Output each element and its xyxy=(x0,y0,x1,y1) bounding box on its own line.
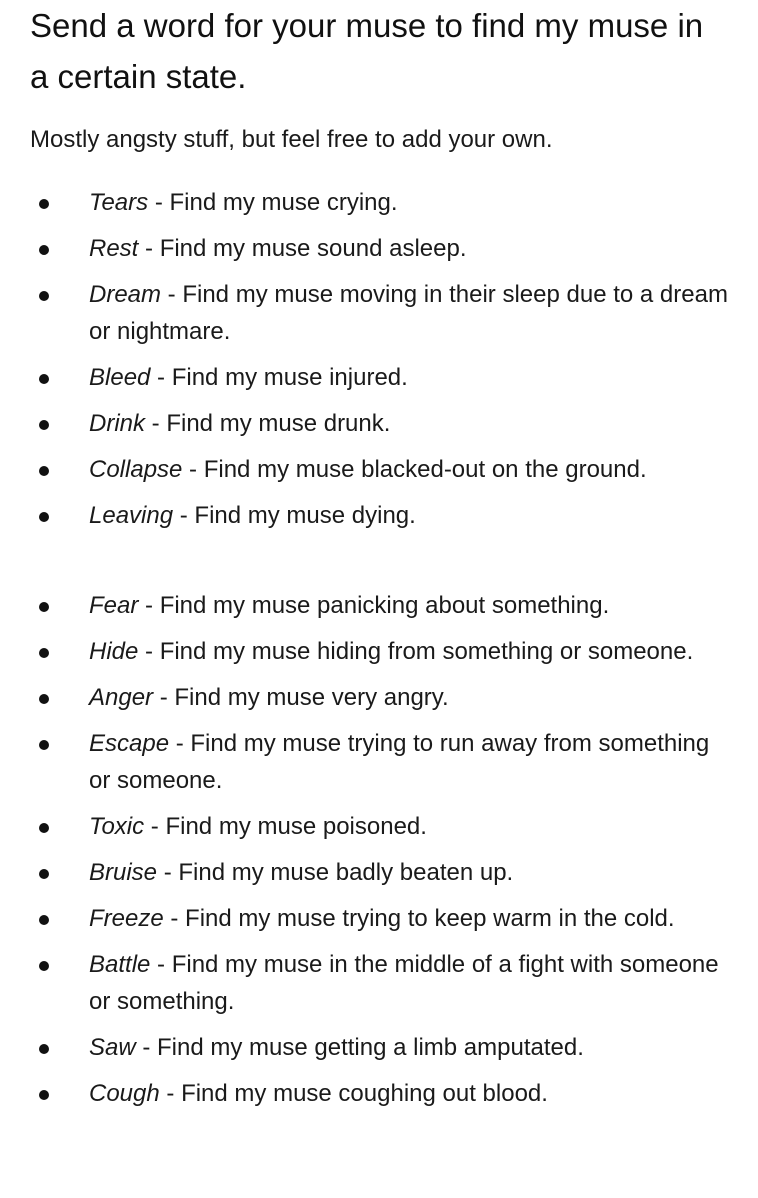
prompt-word: Leaving xyxy=(89,502,174,529)
list-item xyxy=(0,900,758,937)
prompt-word: Drink xyxy=(89,410,146,437)
list-item xyxy=(0,497,758,534)
prompt-word: Battle xyxy=(89,951,151,978)
prompt-description: - Find my muse in the middle of a fight with someone or something. xyxy=(89,951,719,1015)
prompt-description: - Find my muse badly beaten up. xyxy=(157,859,514,886)
list-item xyxy=(0,359,758,396)
prompt-word: Dream xyxy=(89,281,162,308)
bullet-icon xyxy=(39,915,49,925)
prompt-description: - Find my muse dying. xyxy=(173,502,416,529)
bullet-icon xyxy=(39,466,49,476)
bullet-icon xyxy=(39,961,49,971)
prompt-word: Fear xyxy=(89,592,139,619)
prompt-word: Hide xyxy=(89,638,139,665)
list-item xyxy=(0,1075,758,1112)
prompt-word: Escape xyxy=(89,730,170,757)
bullet-icon xyxy=(39,199,49,209)
prompt-word: Rest xyxy=(89,235,139,262)
list-item xyxy=(0,808,758,845)
prompt-word: Collapse xyxy=(89,456,183,483)
post-title: Send a word for your muse to find my muse in a certain state. xyxy=(30,7,704,95)
prompt-description: - Find my muse poisoned. xyxy=(144,813,427,840)
prompt-list-part-1 xyxy=(0,184,758,543)
bullet-icon xyxy=(39,602,49,612)
prompt-word: Bleed xyxy=(89,364,151,391)
bullet-icon xyxy=(39,291,49,301)
list-item xyxy=(0,1029,758,1066)
prompt-description: - Find my muse sound asleep. xyxy=(138,235,467,262)
prompt-list-part-2 xyxy=(0,587,758,1121)
list-item xyxy=(0,854,758,891)
prompt-word: Bruise xyxy=(89,859,158,886)
list-item xyxy=(0,725,758,799)
bullet-icon xyxy=(39,245,49,255)
list-item xyxy=(0,230,758,267)
prompt-word: Anger xyxy=(89,684,154,711)
prompt-word: Tears xyxy=(89,189,149,216)
bullet-icon xyxy=(39,374,49,384)
prompt-word: Toxic xyxy=(89,813,145,840)
bullet-icon xyxy=(39,420,49,430)
prompt-description: - Find my muse getting a limb amputated. xyxy=(135,1034,584,1061)
list-item xyxy=(0,276,758,350)
list-item xyxy=(0,405,758,442)
prompt-description: - Find my muse hiding from something or someone. xyxy=(138,638,694,665)
bullet-icon xyxy=(39,823,49,833)
prompt-description: - Find my muse moving in their sleep due to a dream or nightmare. xyxy=(89,281,728,345)
prompt-description: - Find my muse coughing out blood. xyxy=(159,1080,548,1107)
prompt-description: - Find my muse blacked-out on the ground. xyxy=(182,456,647,483)
bullet-icon xyxy=(39,740,49,750)
bullet-icon xyxy=(39,869,49,879)
post-intro: Mostly angsty stuff, but feel free to add your own. xyxy=(30,126,553,153)
bullet-icon xyxy=(39,1090,49,1100)
list-item xyxy=(0,679,758,716)
bullet-icon xyxy=(39,694,49,704)
list-item xyxy=(0,184,758,221)
prompt-description: - Find my muse crying. xyxy=(148,189,398,216)
prompt-description: - Find my muse very angry. xyxy=(153,684,449,711)
prompt-word: Cough xyxy=(89,1080,160,1107)
bullet-icon xyxy=(39,512,49,522)
list-item xyxy=(0,587,758,624)
prompt-description: - Find my muse drunk. xyxy=(145,410,391,437)
list-item xyxy=(0,451,758,488)
bullet-icon xyxy=(39,1044,49,1054)
list-item xyxy=(0,946,758,1020)
prompt-description: - Find my muse injured. xyxy=(150,364,408,391)
prompt-description: - Find my muse trying to keep warm in the cold. xyxy=(163,905,675,932)
prompt-word: Freeze xyxy=(89,905,164,932)
bullet-icon xyxy=(39,648,49,658)
list-item xyxy=(0,633,758,670)
prompt-description: - Find my muse trying to run away from something or someone. xyxy=(89,730,710,794)
prompt-description: - Find my muse panicking about something. xyxy=(138,592,610,619)
prompt-word: Saw xyxy=(89,1034,136,1061)
